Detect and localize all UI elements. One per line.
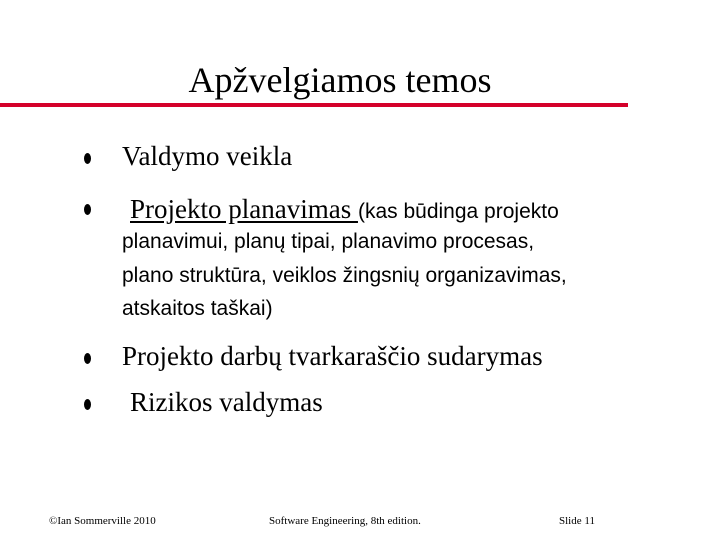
bullet-item-heading: Projekto planavimas: [130, 194, 358, 224]
bullet-item-tvarkarascio-sudarymas: Projekto darbų tvarkaraščio sudarymas: [122, 341, 543, 371]
bullet-dot: [84, 353, 91, 364]
footer-slide-number: Slide 11: [559, 515, 595, 527]
bullet-dot: [84, 153, 91, 164]
bullet-item-valdymo-veikla: Valdymo veikla: [122, 141, 293, 171]
bullet-dot: [84, 204, 91, 215]
bullet-item-projekto-planavimas: [130, 193, 559, 228]
bullet-item-note: (kas būdinga projekto: [357, 200, 559, 223]
slide-title: Apžvelgiamos temos: [188, 60, 492, 100]
footer-copyright: ©Ian Sommerville 2010: [49, 515, 156, 527]
title-underline-rule: [0, 103, 628, 107]
bullet-dot: [84, 399, 91, 410]
footer-book-title: Software Engineering, 8th edition.: [269, 515, 421, 527]
bullet-item-note-line: plano struktūra, veiklos žingsnių organizavimas,: [122, 264, 567, 287]
bullet-item-note-line: atskaitos taškai): [122, 297, 273, 320]
bullet-item-note-line: planavimui, planų tipai, planavimo procesas,: [122, 230, 535, 253]
bullet-item-rizikos-valdymas: Rizikos valdymas: [130, 387, 323, 417]
